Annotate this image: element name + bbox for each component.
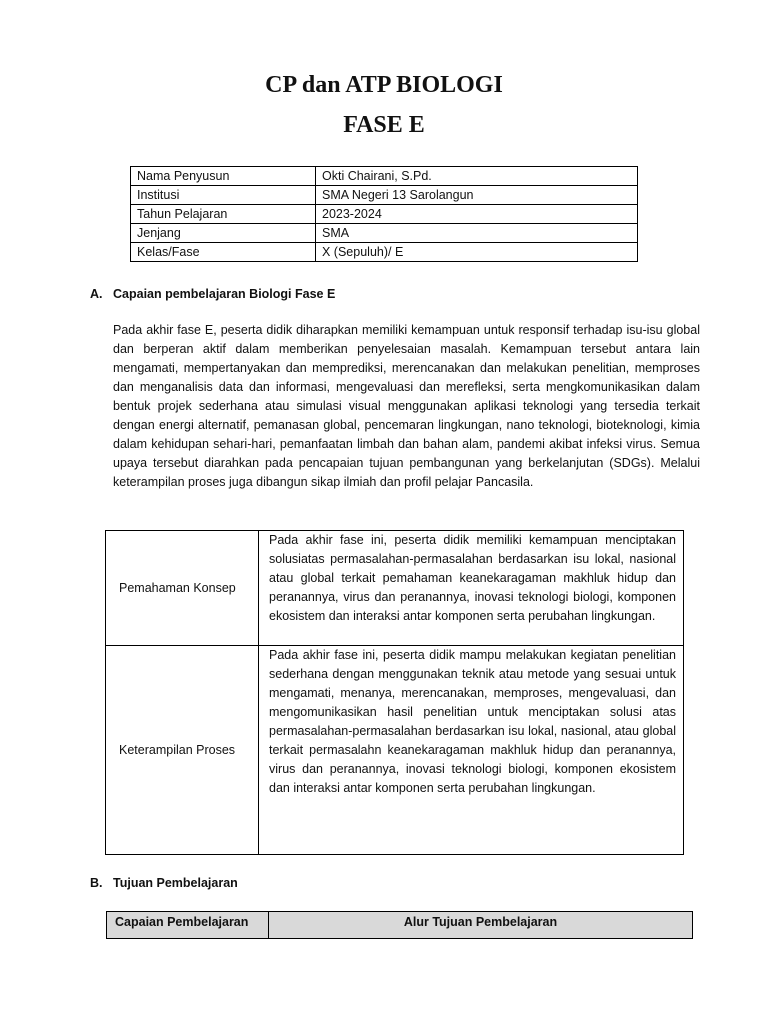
info-row	[131, 186, 638, 205]
info-row	[131, 167, 638, 186]
document-title: CP dan ATP BIOLOGI	[265, 72, 503, 98]
cp-label: Pemahaman Konsep	[106, 531, 259, 646]
info-label: Nama Penyusun	[131, 167, 316, 186]
document-subtitle: FASE E	[343, 112, 425, 138]
cp-label: Keterampilan Proses	[106, 646, 259, 855]
info-label: Tahun Pelajaran	[131, 205, 316, 224]
section-b-heading	[90, 875, 238, 891]
info-value: 2023-2024	[316, 205, 638, 224]
info-table	[130, 166, 638, 262]
info-row	[131, 243, 638, 262]
cp-text: Pada akhir fase ini, peserta didik mampu melakukan kegiatan penelitian sederhana dengan menggunakan teknik atau metode yang sesuai untuk mengamati, menanya, merencanakan, memproses, mengevaluasi, dan mengomunikasikan hasil penelitian untuk menciptakan solusi atas permasalahan-permasalahan berdasarkan isu lokal, nasional, atau global terkait permasalahn keanekaragaman makhluk hidup dan peranannya, virus dan peranannya, inovasi teknologi biologi, komponen ekosistem dan interaksi antar komponen serta perubahan lingkungan.	[259, 646, 684, 855]
cp-row	[106, 646, 684, 855]
section-b-number: B.	[90, 876, 103, 890]
info-value: Okti Chairani, S.Pd.	[316, 167, 638, 186]
cp-row	[106, 531, 684, 646]
info-label: Kelas/Fase	[131, 243, 316, 262]
info-value: X (Sepuluh)/ E	[316, 243, 638, 262]
info-row	[131, 205, 638, 224]
tujuan-table	[106, 911, 693, 939]
cp-table	[105, 530, 684, 855]
info-label: Institusi	[131, 186, 316, 205]
section-a-title: Capaian pembelajaran Biologi Fase E	[113, 287, 336, 301]
info-row	[131, 224, 638, 243]
tujuan-header-row	[107, 912, 693, 939]
info-value: SMA	[316, 224, 638, 243]
section-a-number: A.	[90, 287, 103, 301]
header-capaian: Capaian Pembelajaran	[107, 912, 269, 939]
info-value: SMA Negeri 13 Sarolangun	[316, 186, 638, 205]
section-a-paragraph: Pada akhir fase E, peserta didik diharapkan memiliki kemampuan untuk responsif terhadap isu-isu global dan berperan aktif dalam memberikan penyelesaian masalah. Kemampuan tersebut antara lain mengamati, mempertanyakan dan memprediksi, merencanakan dan melakukan penelitian, memproses dan menganalisis data dan informasi, mengevaluasi dan merefleksi, serta mengkomunikasikan dalam bentuk projek sederhana atau simulasi visual menggunakan aplikasi teknologi yang tersedia terkait dengan energi alternatif, pemanasan global, pencemaran lingkungan, nano teknologi, bioteknologi, kimia dalam kehidupan sehari-hari, pemanfaatan limbah dan bahan alam, pandemi akibat infeksi virus. Semua upaya tersebut diarahkan pada pencapaian tujuan pembangunan yang berkelanjutan (SDGs). Melalui keterampilan proses juga dibangun sikap ilmiah dan profil pelajar Pancasila.	[113, 323, 700, 489]
section-a-heading	[90, 286, 335, 302]
section-b-title: Tujuan Pembelajaran	[113, 876, 238, 890]
info-label: Jenjang	[131, 224, 316, 243]
header-alur: Alur Tujuan Pembelajaran	[269, 912, 693, 939]
cp-text: Pada akhir fase ini, peserta didik memiliki kemampuan menciptakan solusiatas permasalahan-permasalahan berdasarkan isu lokal, nasional atau global terkait pemahaman keanekaragaman makhluk hidup dan peranannya, virus dan peranannya, inovasi teknologi biologi, komponen ekosistem dan interaksi antar komponen serta perubahan lingkungan.	[259, 531, 684, 646]
